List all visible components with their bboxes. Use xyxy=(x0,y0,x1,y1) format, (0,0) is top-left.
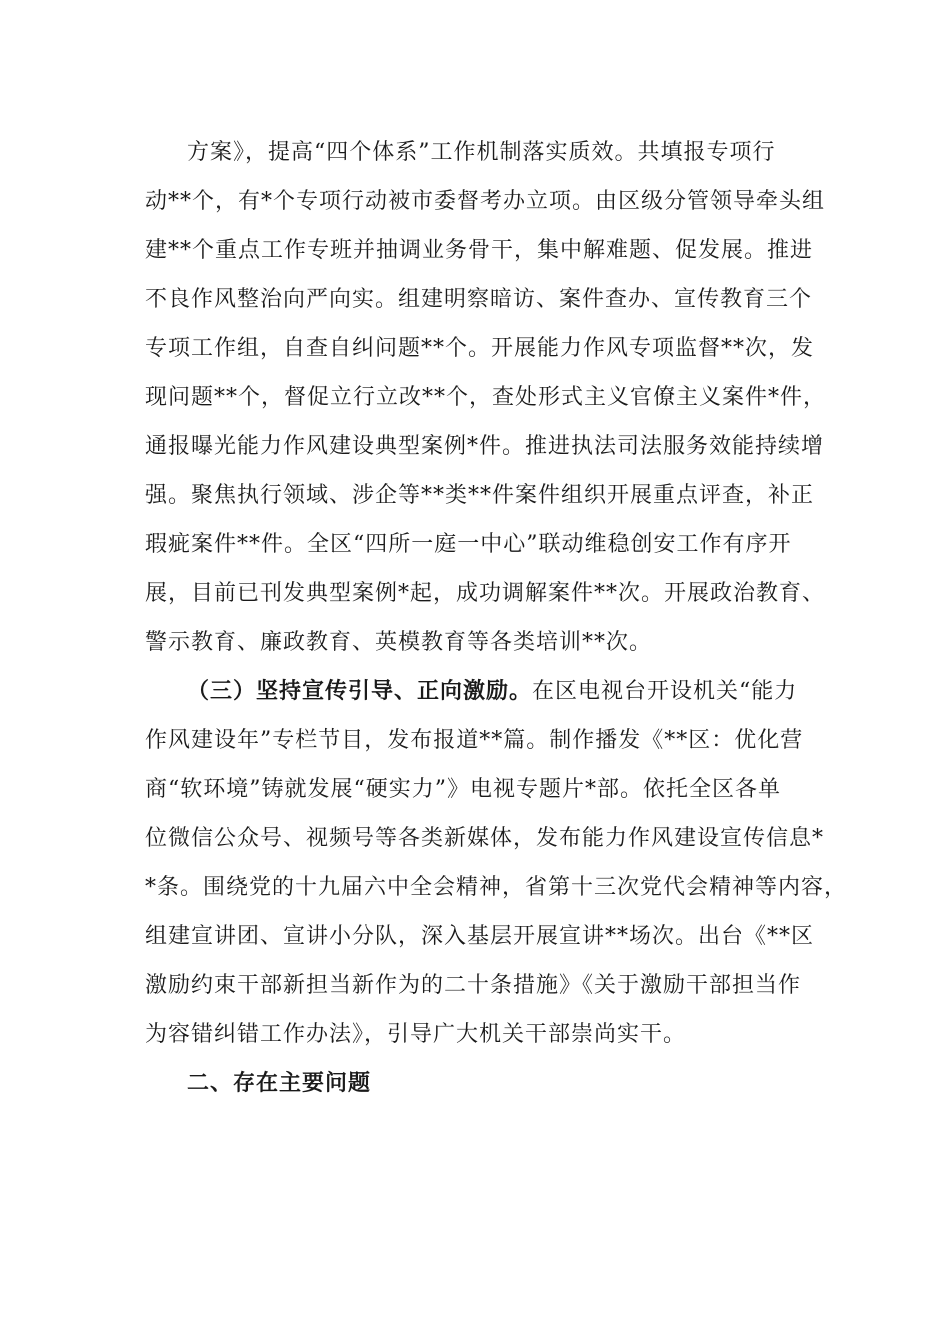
paragraph-line: 方案》，提高“四个体系”工作机制落实质效。共填报专项行 xyxy=(187,140,776,165)
paragraph-1 xyxy=(145,128,827,667)
paragraph-line: *条。围绕党的十九届六中全会精神，省第十三次党代会精神等内容， xyxy=(145,875,848,900)
paragraph-line: 强。聚焦执行领域、涉企等**类**件案件组织开展重点评查，补正 xyxy=(145,483,815,508)
paragraph-line: 位微信公众号、视频号等各类新媒体，发布能力作风建设宣传信息* xyxy=(145,826,825,851)
paragraph-line: 作风建设年”专栏节目，发布报道**篇。制作播发《**区：优化营 xyxy=(145,728,804,753)
paragraph-line: 通报曝光能力作风建设典型案例*件。推进执法司法服务效能持续增 xyxy=(145,434,825,459)
paragraph-line: 展，目前已刊发典型案例*起，成功调解案件**次。开展政治教育、 xyxy=(145,581,826,606)
paragraph-line: 专项工作组，自查自纠问题**个。开展能力作风专项监督**次，发 xyxy=(145,336,815,361)
paragraph-line: 商“软环境”铸就发展“硬实力”》电视专题片*部。依托全区各单 xyxy=(145,777,781,802)
paragraph-line: 建**个重点工作专班并抽调业务骨干，集中解难题、促发展。推进 xyxy=(145,238,814,263)
paragraph-line: 激励约束干部新担当新作为的二十条措施》《关于激励干部担当作 xyxy=(145,973,802,998)
paragraph-line: 现问题**个，督促立行立改**个，查处形式主义官僚主义案件*件， xyxy=(145,385,827,410)
paragraph-line: 警示教育、廉政教育、英模教育等各类培训**次。 xyxy=(145,630,653,655)
document-body xyxy=(145,128,848,1108)
paragraph-line: 瑕疵案件**件。全区“四所一庭一中心”联动维稳创安工作有序开 xyxy=(145,532,792,557)
paragraph-line: 为容错纠错工作办法》，引导广大机关干部崇尚实干。 xyxy=(145,1022,687,1047)
paragraph-line: 组建宣讲团、宣讲小分队，深入基层开展宣讲**场次。出台《**区 xyxy=(145,924,815,949)
section-heading: 二、存在主要问题 xyxy=(187,1071,372,1096)
section-2 xyxy=(145,1059,815,1108)
paragraph-line: 不良作风整治向严向实。组建明察暗访、案件查办、宣传教育三个 xyxy=(145,287,813,312)
paragraph-2 xyxy=(145,667,848,1059)
paragraph-line-rest: 在区电视台开设机关“能力 xyxy=(532,679,798,704)
paragraph-line: 动**个，有*个专项行动被市委督考办立项。由区级分管领导牵头组 xyxy=(145,189,826,214)
paragraph-first-line xyxy=(145,667,815,716)
subsection-heading: （三）坚持宣传引导、正向激励。 xyxy=(187,679,533,704)
